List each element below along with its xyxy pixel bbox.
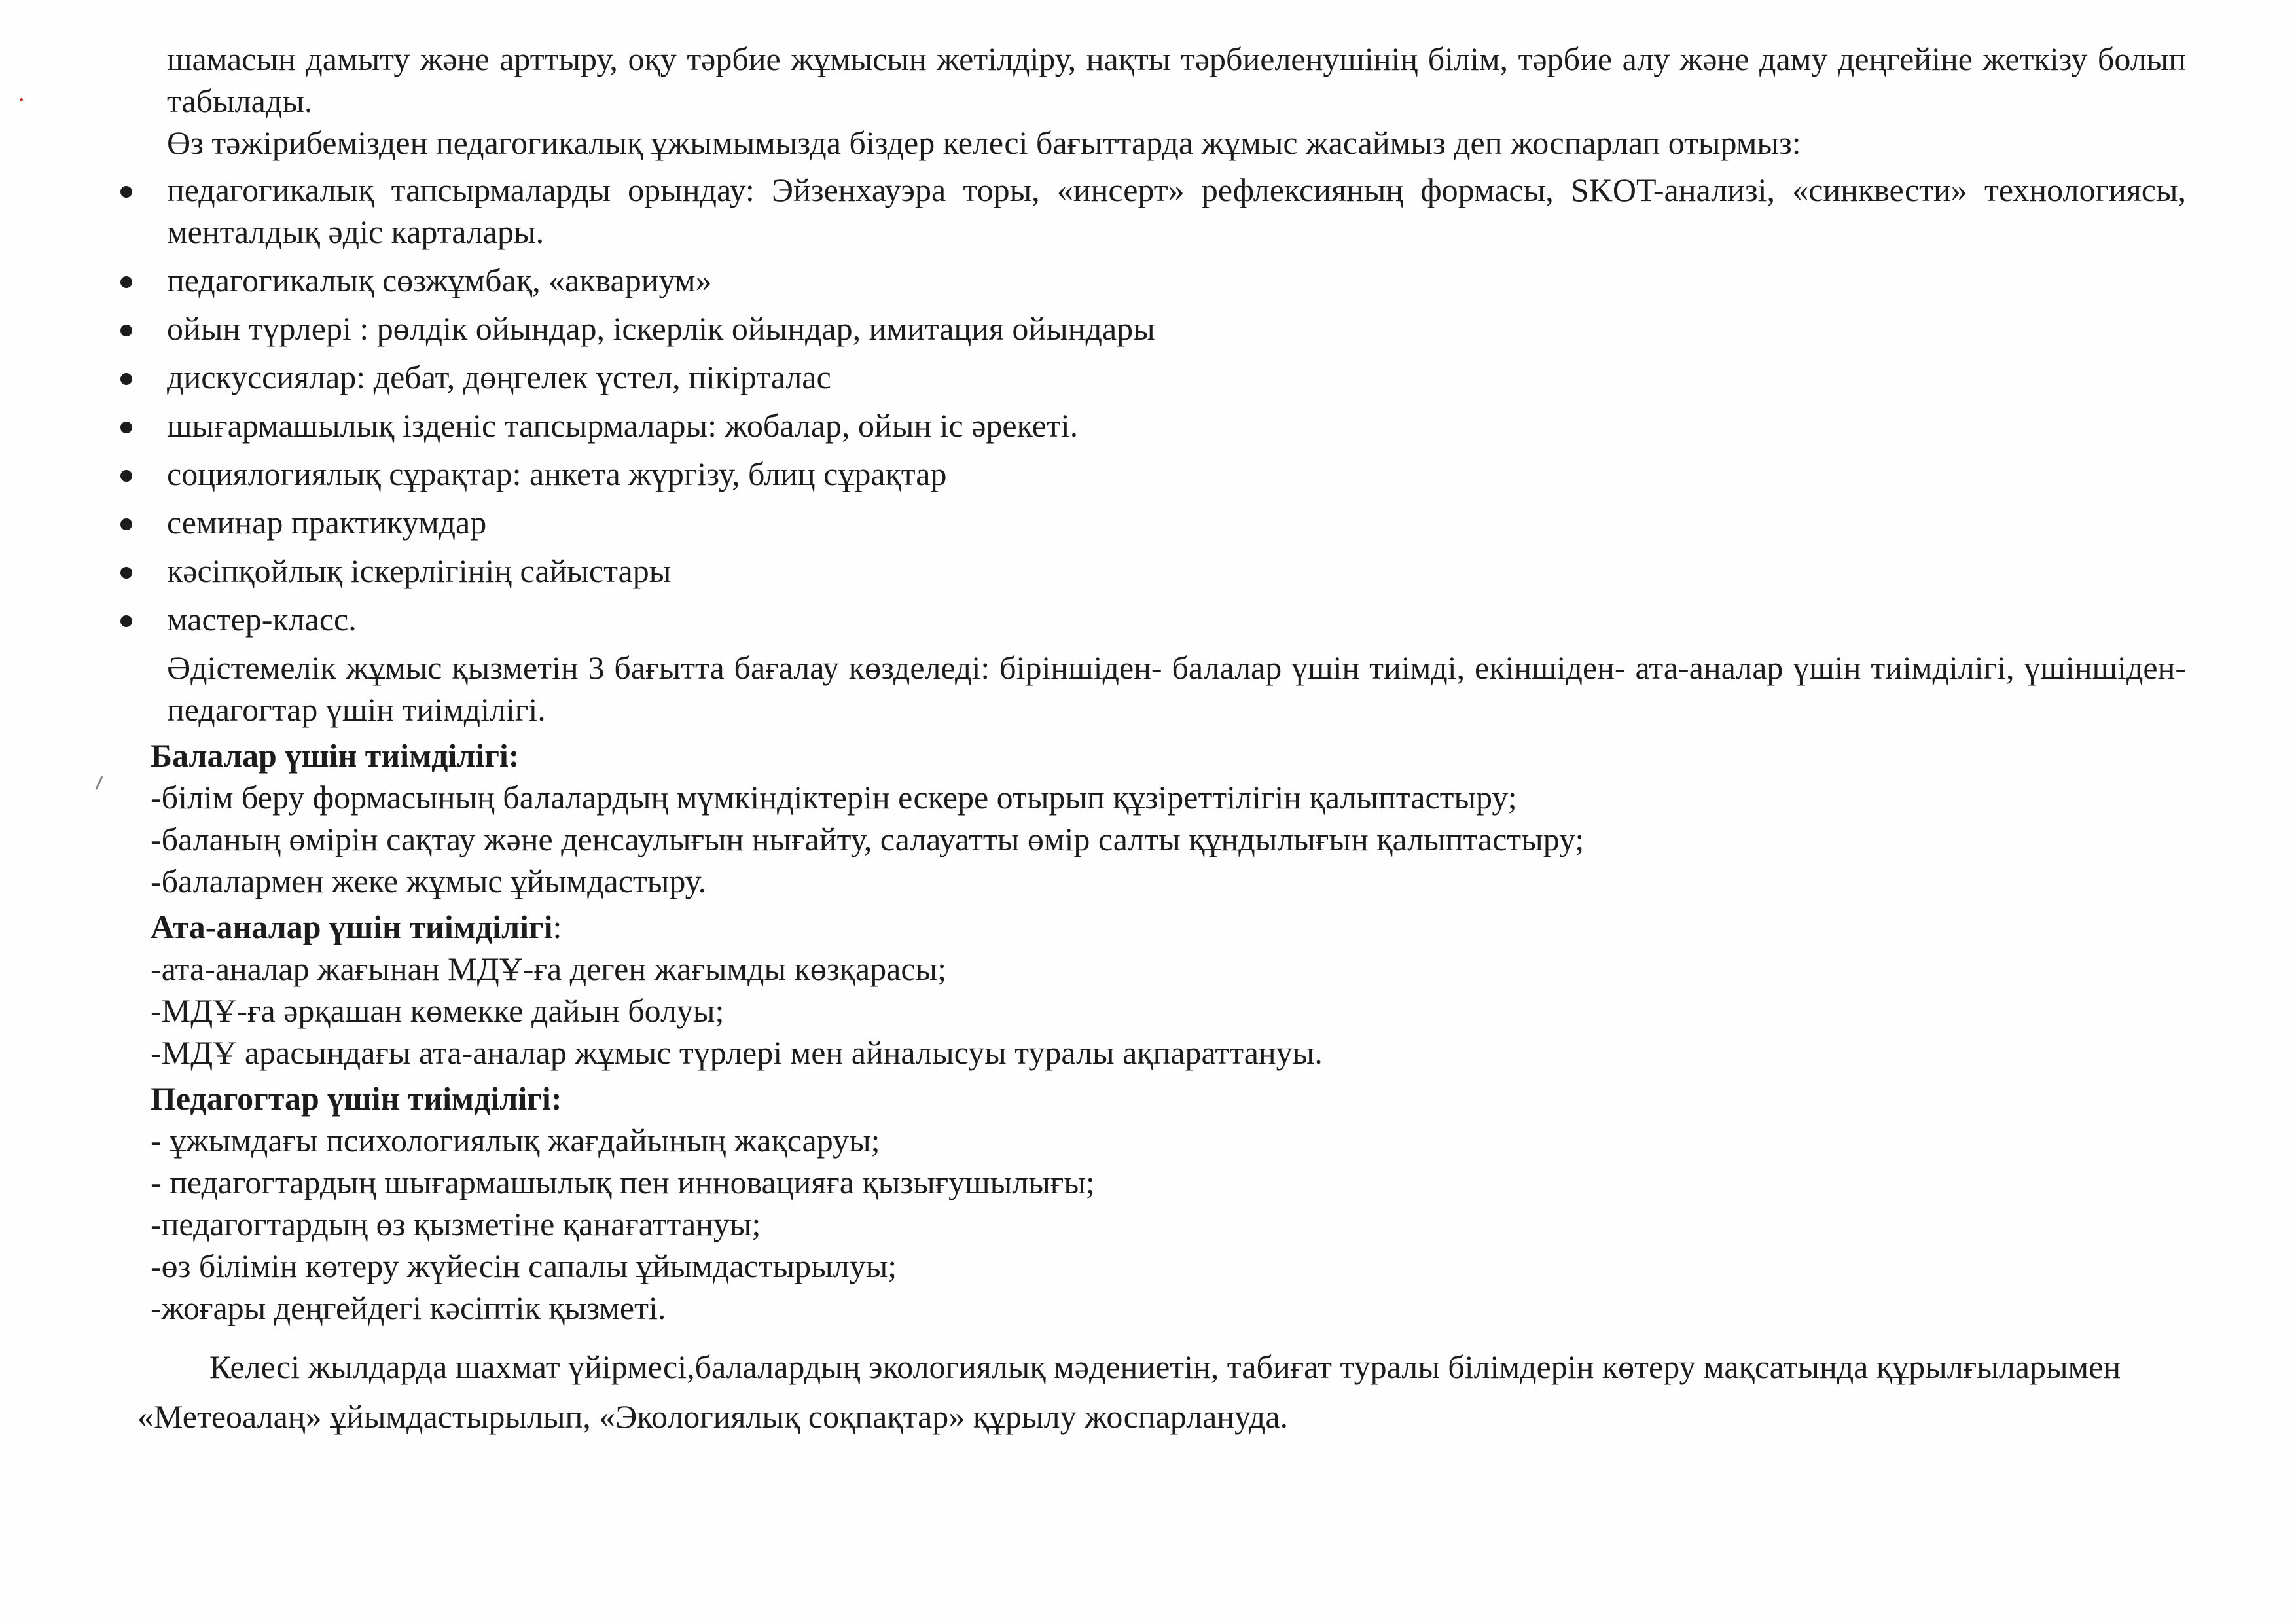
teachers-item: -өз білімін көтеру жүйесін сапалы ұйымдастырылуы; bbox=[151, 1248, 897, 1284]
bullet-item: педагогикалық сөзжұмбақ, «аквариум» bbox=[111, 259, 2186, 301]
teachers-heading: Педагогтар үшін тиімділігі: bbox=[151, 1080, 562, 1117]
bullet-dot-icon bbox=[120, 615, 132, 627]
children-item: -баланың өмірін сақтау және денсаулығын нығайту, салауатты өмір салты құндылығын қалыптастыру; bbox=[151, 821, 1585, 857]
bullet-item: мастер-класс. bbox=[111, 598, 2186, 640]
parents-item: -ата-аналар жағынан МДҰ-ға деген жағымды көзқарасы; bbox=[151, 950, 946, 987]
methods-bullet-list bbox=[111, 169, 2186, 640]
bullet-dot-icon bbox=[120, 276, 132, 288]
parents-section bbox=[151, 906, 2186, 1074]
bullet-item: шығармашылық ізденіс тапсырмалары: жобалар, ойын іс әрекеті. bbox=[111, 405, 2186, 446]
scan-mark bbox=[95, 776, 103, 789]
bullet-item: дискуссиялар: дебат, дөңгелек үстел, пікірталас bbox=[111, 356, 2186, 398]
teachers-item: -жоғары деңгейдегі кәсіптік қызметі. bbox=[151, 1290, 666, 1326]
plan-sentence: Өз тәжірибемізден педагогикалық ұжымымызда біздер келесі бағыттарда жұмыс жасаймыз деп жоспарлап отырмыз: bbox=[167, 124, 1801, 161]
parents-item: -МДҰ-ға әрқашан көмекке дайын болуы; bbox=[151, 992, 725, 1029]
document-body bbox=[111, 38, 2186, 1441]
children-section bbox=[151, 734, 2186, 902]
teachers-item: - ұжымдағы психологиялық жағдайының жақсаруы; bbox=[151, 1122, 880, 1159]
parents-item: -МДҰ арасындағы ата-аналар жұмыс түрлері мен айналысуы туралы ақпараттануы. bbox=[151, 1034, 1323, 1071]
children-heading: Балалар үшін тиімділігі: bbox=[151, 737, 520, 774]
teachers-item: - педагогтардың шығармашылық пен инновацияға қызығушылығы; bbox=[151, 1164, 1095, 1200]
intro-paragraph: шамасын дамыту және арттыру, оқу тәрбие жұмысын жетілдіру, нақты тәрбиеленушінің білім, тәрбие алу және даму деңгейіне жеткізу болып табылады. bbox=[167, 41, 2186, 119]
bullet-item: ойын түрлері : рөлдік ойындар, іскерлік ойындар, имитация ойындары bbox=[111, 308, 2186, 350]
teachers-section bbox=[151, 1077, 2186, 1329]
bullet-item: социялогиялық сұрақтар: анкета жүргізу, блиц сұрақтар bbox=[111, 453, 2186, 495]
scan-speck bbox=[20, 98, 23, 101]
children-item: -білім беру формасының балалардың мүмкіндіктерін ескере отырып құзіреттілігін қалыптастыру; bbox=[151, 779, 1517, 816]
bullet-dot-icon bbox=[120, 567, 132, 579]
bullet-dot-icon bbox=[120, 470, 132, 482]
closing-paragraph: Келесі жылдарда шахмат үйірмесі,балалардың экологиялық мәдениетін, табиғат туралы білімдерін көтеру мақсатында құрылғыларымен «Метеоалаң» ұйымдастырылып, «Экологиялық соқпақтар» құрылу жоспарлануда. bbox=[137, 1348, 2121, 1435]
parents-heading: Ата-аналар үшін тиімділігі: bbox=[151, 909, 562, 945]
bullet-item: кәсіпқойлық іскерлігінің сайыстары bbox=[111, 550, 2186, 592]
children-item: -балалармен жеке жұмыс ұйымдастыру. bbox=[151, 863, 707, 899]
bullet-dot-icon bbox=[120, 373, 132, 385]
bullet-item: педагогикалық тапсырмаларды орындау: Эйзенхауэра торы, «инсерт» рефлексияның формасы, SKOT-анализі, «синквести» технологиясы, менталдық әдіс карталары. bbox=[111, 169, 2186, 253]
teachers-item: -педагогтардың өз қызметіне қанағаттануы; bbox=[151, 1206, 761, 1242]
bullet-dot-icon bbox=[120, 325, 132, 336]
evaluation-paragraph: Әдістемелік жұмыс қызметін 3 бағытта бағалау көзделеді: біріншіден- балалар үшін тиімді, екіншіден- ата-аналар үшін тиімділігі, үшіншіден- педагогтар үшін тиімділігі. bbox=[167, 649, 2186, 728]
bullet-dot-icon bbox=[120, 518, 132, 530]
bullet-item: семинар практикумдар bbox=[111, 501, 2186, 543]
bullet-dot-icon bbox=[120, 422, 132, 433]
bullet-dot-icon bbox=[120, 186, 132, 198]
